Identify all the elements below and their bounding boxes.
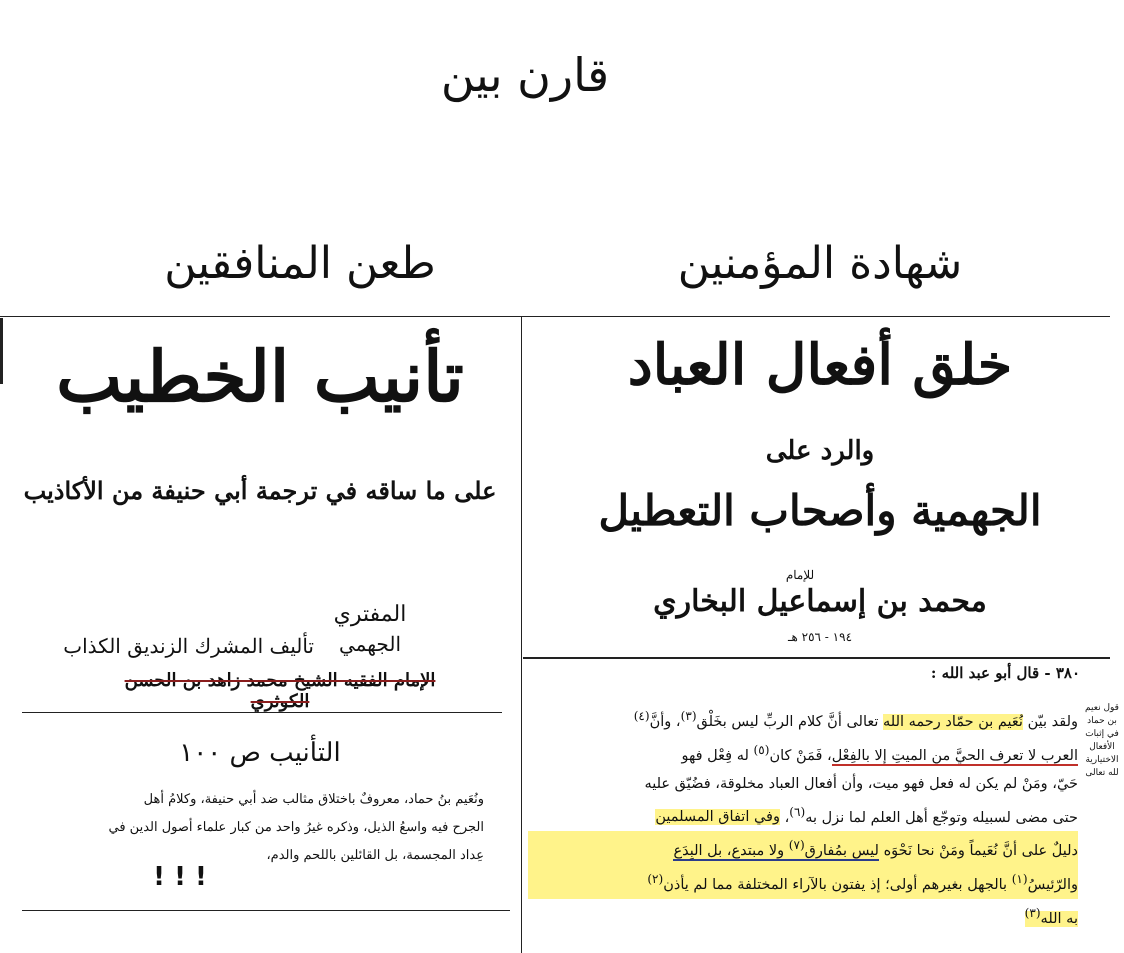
left-bottom-divider xyxy=(22,910,510,911)
right-book-title-connector: والرد على xyxy=(765,436,875,466)
right-quote-paragraph xyxy=(528,702,1078,933)
left-column-heading: طعن المنافقين xyxy=(164,238,436,289)
left-author-line: تأليف المشرك الزنديق الكذاب xyxy=(63,634,314,658)
right-quote-line-2: العرب لا تعرف الحيَّ من الميتِ إلا بالفِعْل، فَمَنْ كان$^{(٥)}$ له فِعْل فهو xyxy=(681,742,1078,764)
blue-underline-phrase: ليس بمُفارق$^{(٧)}$ ولا مبتدع، بل البِدَع xyxy=(673,838,879,860)
added-label-mufteri: المفتري xyxy=(333,602,407,627)
left-book-subtitle: على ما ساقه في ترجمة أبي حنيفة من الأكاذيب xyxy=(23,476,497,505)
right-book-title-main: خلق أفعال العباد xyxy=(627,332,1013,398)
right-author-dates: ١٩٤ - ٢٥٦ هـ xyxy=(787,630,853,644)
right-margin-note: قول نعيم بن حماد في إثبات الأفعال الاختيارية لله تعالى xyxy=(1085,703,1119,778)
left-book-title: تأنيب الخطيب xyxy=(56,335,464,418)
right-quote-line-7: به الله$^{(٣)}$ xyxy=(1024,906,1078,927)
left-quote-line-3: عِداد المجسمة، بل القائلين باللحم والدم، xyxy=(266,848,484,863)
highlight-consensus: وفي اتفاق المسلمين xyxy=(655,809,780,826)
highlight-nuaym: نُعَيم بن حمّاد رحمه الله xyxy=(883,713,1023,730)
left-section-divider xyxy=(22,712,502,713)
right-author-name: محمد بن إسماعيل البخاري xyxy=(653,584,987,619)
page-title: قارن بين xyxy=(440,48,610,102)
top-divider xyxy=(0,316,1110,317)
left-quote-line-2: الجرح فيه واسعُ الذيل، وذكره غيرُ واحد من كبار علماء أصول الدين في xyxy=(108,820,484,835)
right-quote-line-4: حتى مضى لسبيله وتوجّع أهل العلم لما نزل به$^{(٦)}$، وفي اتفاق المسلمين xyxy=(655,804,1078,826)
right-book-title-sub: الجهمية وأصحاب التعطيل xyxy=(598,486,1042,535)
right-author-prefix: للإمام xyxy=(785,568,815,582)
right-quote-line-5: دليلٌ على أنَّ نُعَيماً ومَنْ نحا نَحْوَه ليس بمُفارق$^{(٧)}$ ولا مبتدع، بل البِدَع xyxy=(528,831,1078,865)
left-quote-paragraph xyxy=(14,786,484,870)
right-quote-line-6: والرّئيسُ$^{(١)}$ بالجهل بغيرهم أولى؛ إذ يفتون بالآراء المختلفة مما لم يأذن$^{(٢)}$ xyxy=(528,865,1078,899)
right-quote-line-1: ولقد بيّن نُعَيم بن حمّاد رحمه الله تعالى أنَّ كلام الربِّ ليس بخَلْق$^{(٣)}$، وأنَّ$^{(٤)}$ xyxy=(633,709,1078,730)
left-page-reference: التأنيب ص ١٠٠ xyxy=(179,738,341,768)
right-column-heading: شهادة المؤمنين xyxy=(677,238,963,289)
center-divider xyxy=(521,316,522,953)
right-section-header: ٣٨٠ - قال أبو عبد الله : xyxy=(930,664,1080,682)
added-label-jahmi: الجهمي xyxy=(338,632,401,656)
exclamation-marks: ! ! ! xyxy=(153,862,207,892)
left-quote-line-1: ونُعَيم بنُ حماد، معروفٌ باختلاق مثالب ضد أبي حنيفة، وكلامُ أهل xyxy=(143,792,484,807)
left-edge-mark xyxy=(0,318,3,384)
red-underline-phrase: العرب لا تعرف الحيَّ من الميتِ إلا بالفِعْل xyxy=(831,747,1078,764)
right-quote-line-3: حَيّ، ومَنْ لم يكن له فعل فهو ميت، وأن أفعال العباد مخلوقة، فضُيّق عليه xyxy=(644,775,1078,792)
right-section-divider xyxy=(523,657,1110,659)
left-author-name-struck: الإمام الفقيه الشيخ محمد زاهد بن الحسن الكوثري xyxy=(124,670,436,712)
